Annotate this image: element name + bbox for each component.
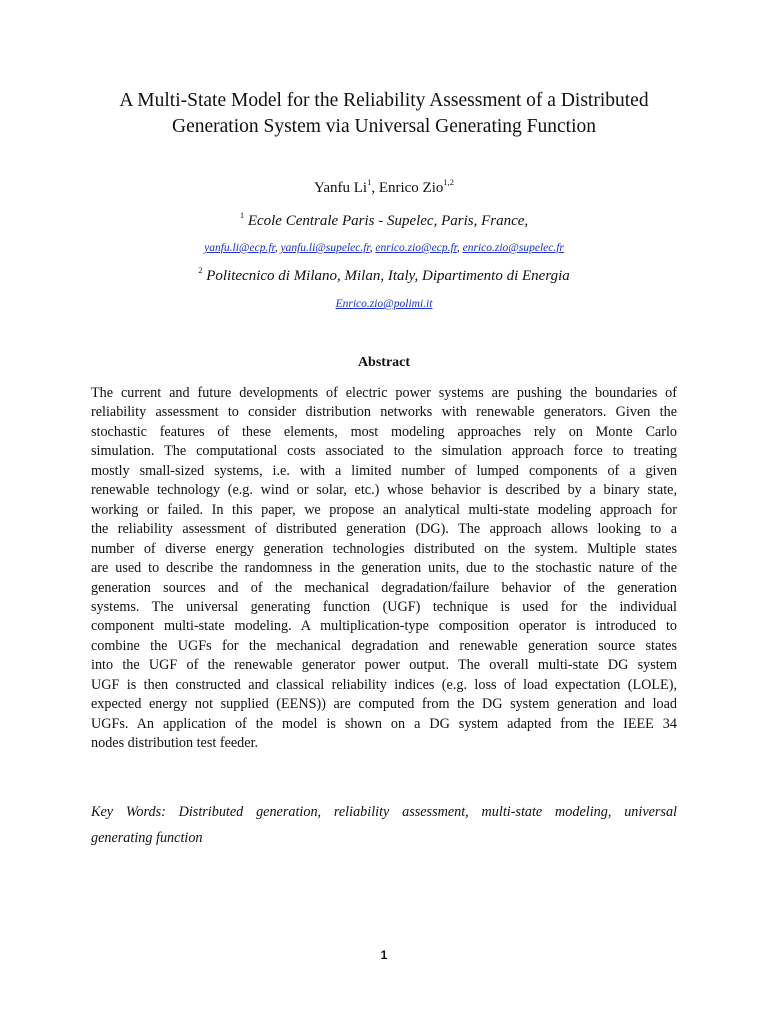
email-link[interactable]: enrico.zio@ecp.fr (375, 242, 457, 254)
abstract-line: nodes distribution test feeder. (91, 735, 259, 752)
email-link[interactable]: Enrico.zio@polimi.it (335, 298, 433, 310)
affiliation-2-text: Politecnico di Milano, Milan, Italy, Dipartimento di Energia (206, 268, 570, 284)
affiliation-2-emails (0, 296, 768, 312)
abstract-line: The current and future developments of electric power systems are pushing the boundaries of (91, 385, 677, 401)
abstract-line: mostly small-sized systems, i.e. with a limited number of lumped components of a given (91, 462, 677, 479)
keywords (91, 799, 677, 851)
abstract-heading: Abstract (357, 355, 411, 370)
affiliation-1-text: Ecole Centrale Paris - Supelec, Paris, France, (247, 213, 529, 229)
author-1-affiliation-mark: 1 (367, 177, 372, 187)
abstract-line: systems. The universal generating function (UGF) technique is used for the individual (91, 598, 677, 615)
affiliation-1 (0, 211, 768, 231)
abstract-line: combine the UGFs for the mechanical degradation and renewable generation source states (91, 637, 677, 654)
affiliation-2-mark: 2 (198, 265, 203, 275)
abstract-line: component multi-state modeling. A multiplication-type composition operator is introduced to (91, 618, 677, 635)
keywords-line-2: generating function (91, 830, 203, 846)
abstract-line: UGF is then constructed and classical reliability indices (e.g. loss of load expectation (LOLE), (91, 676, 677, 693)
abstract-line: into the UGF of the renewable generator power output. The overall multi-state DG system (91, 657, 677, 674)
abstract-line: reliability assessment to consider distribution networks with renewable generators. Given the (91, 404, 677, 421)
author-separator: , (371, 180, 379, 196)
abstract-body (91, 384, 677, 754)
abstract-line: working or failed. In this paper, we propose an analytical multi-state modeling approach for (91, 501, 677, 518)
keywords-line-1: Key Words: Distributed generation, reliability assessment, multi-state modeling, universal (91, 804, 677, 820)
abstract-line: number of diverse energy generation technologies distributed on the system. Multiple states (91, 540, 677, 557)
email-link[interactable]: yanfu.li@supelec.fr (280, 242, 370, 254)
email-separator: , (456, 242, 463, 254)
title-line-2: Generation System via Universal Generating Function (171, 116, 597, 137)
abstract-line: stochastic features of these elements, most modeling approaches rely on Monte Carlo (91, 423, 677, 440)
author-list (0, 178, 768, 198)
author-2-affiliation-mark: 1,2 (443, 177, 455, 187)
abstract-line: are used to describe the randomness in the generation units, due to the stochastic nature of the (91, 560, 677, 577)
abstract-line: generation sources and of the mechanical degradation/failure behavior of the generation (91, 579, 677, 596)
paper-title (60, 88, 708, 140)
abstract-line: expected energy not supplied (EENS)) are computed from the DG system generation and load (91, 696, 677, 713)
email-separator: , (369, 242, 376, 254)
title-line-1: A Multi-State Model for the Reliability Assessment of a Distributed (119, 90, 649, 111)
author-name-1: Yanfu Li (313, 180, 368, 196)
email-separator: , (274, 242, 281, 254)
affiliation-2 (0, 266, 768, 286)
abstract-line: UGFs. An application of the model is shown on a DG system adapted from the IEEE 34 (91, 715, 677, 732)
affiliation-1-emails (0, 240, 768, 256)
email-link[interactable]: enrico.zio@supelec.fr (462, 242, 564, 254)
abstract-line: simulation. The computational costs associated to the simulation approach force to treating (91, 443, 677, 460)
abstract-line: the reliability assessment of distributed generation (DG). The approach allows looking to a (91, 521, 677, 538)
author-name-2: Enrico Zio (378, 180, 444, 196)
page-number: 1 (380, 948, 388, 962)
email-link[interactable]: yanfu.li@ecp.fr (204, 242, 275, 254)
affiliation-1-mark: 1 (239, 210, 245, 220)
abstract-line: renewable technology (e.g. wind or solar, etc.) whose behavior is described by a binary state, (91, 482, 677, 499)
